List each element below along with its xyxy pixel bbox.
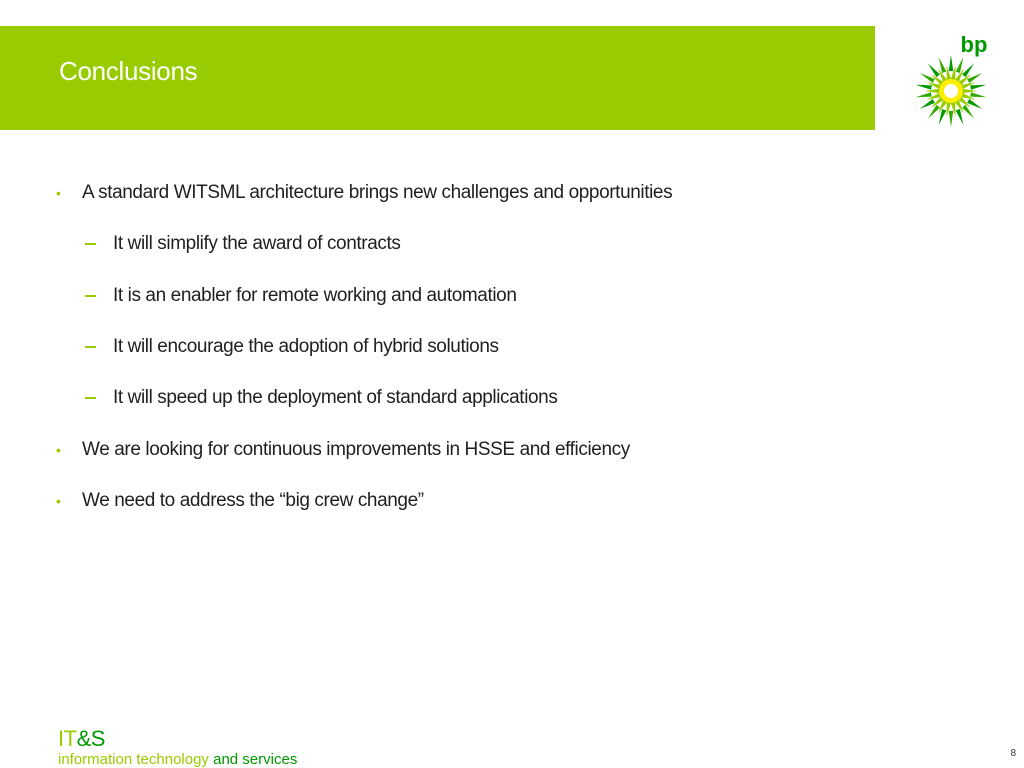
slide-title: Conclusions [59,56,198,86]
page-number: 8 [1010,748,1016,759]
its-brand [58,728,297,767]
bullet-item: A standard WITSML architecture brings new challenges and opportunities [82,182,673,203]
bullet-marker: • [56,185,61,201]
sub-bullet-dash [85,243,96,245]
sub-bullet-item: It will speed up the deployment of standard applications [113,387,558,408]
bullet-marker: • [56,493,61,509]
bullet-marker: • [56,442,61,458]
sub-bullet-dash [85,346,96,348]
sub-bullet-item: It is an enabler for remote working and automation [113,285,517,306]
its-tagline: information technology and services [58,751,298,768]
sub-bullet-dash [85,295,96,297]
sub-bullet-dash [85,397,96,399]
bullet-item: We need to address the “big crew change” [82,490,424,511]
bp-logo-text: bp [960,32,988,57]
sub-bullet-item: It will simplify the award of contracts [113,233,401,254]
bullet-item: We are looking for continuous improvements in HSSE and efficiency [82,439,630,460]
sub-bullet-item: It will encourage the adoption of hybrid solutions [113,336,499,357]
its-logo-text: IT&S [58,726,105,751]
